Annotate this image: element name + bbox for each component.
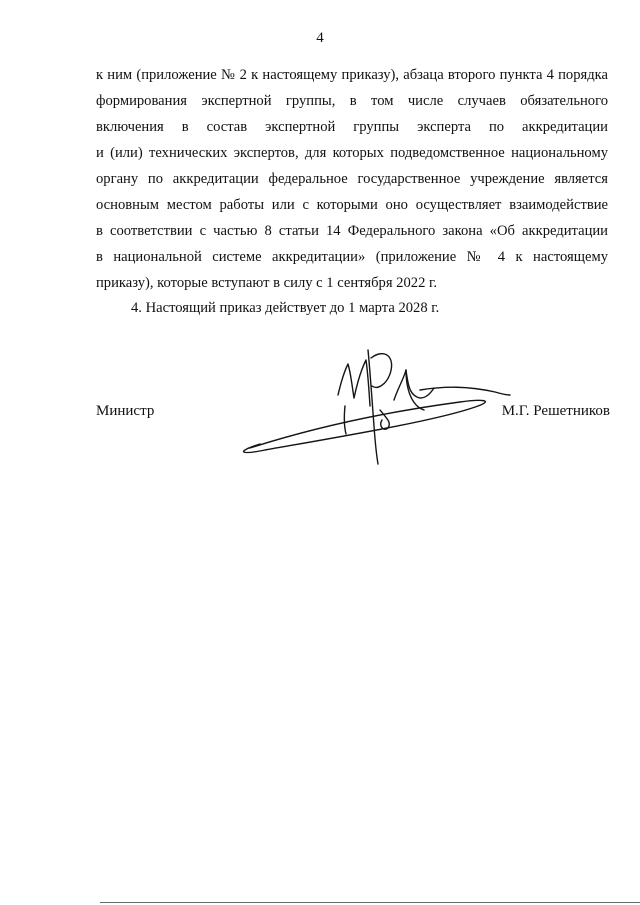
body-line-4: и (или) технических экспертов, для которых подведомственное национальному [96, 145, 608, 161]
signatory-title: Министр [96, 403, 155, 419]
body-line-6: основным местом работы или с которыми оно осуществляет взаимодействие [96, 197, 608, 213]
body-line-8: в национальной системе аккредитации» (приложение № 4 к настоящему [96, 249, 608, 265]
scan-edge-line [100, 902, 640, 903]
body-line-7: в соответствии с частью 8 статьи 14 Федерального закона «Об аккредитации [96, 223, 608, 239]
body-line-1: к ним (приложение № 2 к настоящему приказу), абзаца второго пункта 4 порядка [96, 67, 608, 83]
page-number: 4 [316, 30, 324, 46]
signature-image [220, 340, 520, 470]
signatory-name: М.Г. Решетников [501, 403, 610, 419]
body-line-5: органу по аккредитации федеральное государственное учреждение является [96, 171, 608, 187]
body-line-9: приказу), которые вступают в силу с 1 сентября 2022 г. [96, 275, 437, 291]
body-line-3: включения в состав экспертной группы эксперта по аккредитации [96, 119, 608, 135]
body-line-2: формирования экспертной группы, в том числе случаев обязательного [96, 93, 608, 109]
paragraph-4: 4. Настоящий приказ действует до 1 марта 2028 г. [131, 300, 440, 316]
